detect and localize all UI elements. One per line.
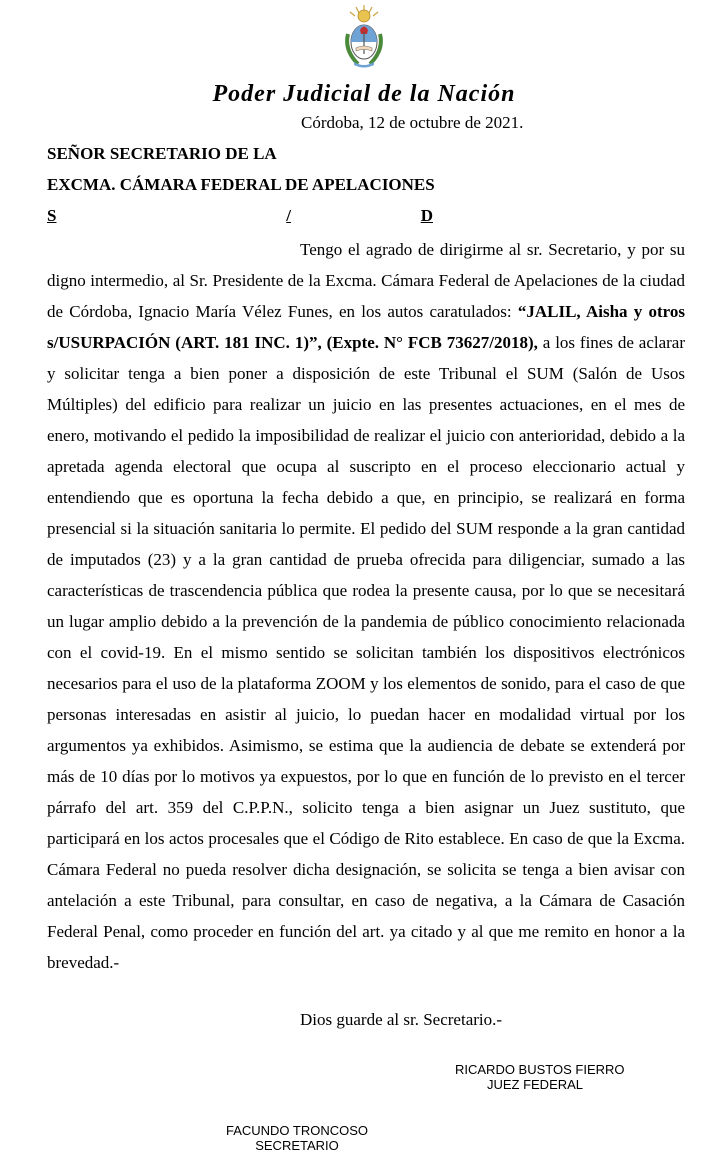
signature-name: FACUNDO TRONCOSO	[225, 1123, 369, 1138]
signature-role: JUEZ FEDERAL	[486, 1077, 584, 1092]
addressee-line-1: SEÑOR SECRETARIO DE LA	[47, 144, 277, 163]
signature-secretary	[222, 1123, 372, 1153]
signature-judge	[455, 1062, 625, 1092]
page-heading: Poder Judicial de la Nación	[212, 81, 516, 107]
closing-line: Dios guarde al sr. Secretario.-	[300, 1010, 503, 1029]
slash-mark: /	[286, 206, 291, 225]
addressee-line-2: EXCMA. CÁMARA FEDERAL DE APELACIONES	[47, 175, 435, 194]
addressee-sd-line	[47, 206, 433, 226]
s-mark: S	[47, 206, 57, 225]
letter-body	[47, 234, 685, 978]
d-mark: D	[420, 206, 433, 225]
body-part-2: a los fines de aclarar y solicitar tenga a bien poner a disposición de este Tribunal el SUM (Salón de Usos Múltiples) del edificio para realizar un juicio en las presentes actuaciones, en el mes de enero, motivando el pedido la imposibilidad de realizar el juicio con anterioridad, debido a la apretada agenda electoral que ocupa al suscripto en el proceso eleccionario actual y entendiendo que es oportuna la fecha debido a que, en principio, se realizará en forma presencial si la situación sanitaria lo permite. El pedido del SUM responde a la gran cantidad de imputados (23) y a la gran cantidad de prueba ofrecida para diligenciar, sumado a las características de trascendencia pública que rodea la presente causa, por lo que se necesitará un lugar amplio debido a la prevención de la pandemia de público conocimiento relacionada con el covid-19. En el mismo sentido se solicitan también los dispositivos electrónicos necesarios para el uso de la plataforma ZOOM y los elementos de sonido, para el caso de que personas interesadas en asistir al juicio, lo puedan hacer en modalidad virtual por los argumentos ya exhibidos. Asimismo, se estima que la audiencia de debate se extenderá por más de 10 días por lo motivos ya expuestos, por lo que en función de lo previsto en el tercer párrafo del art. 359 del C.P.P.N., solicito tenga a bien asignar un Juez sustituto, que participará en los actos procesales que el Código de Rito establece. En caso de que la Excma. Cámara Federal no pueda resolver dicha designación, se solicita se tenga a bien avisar con antelación a este Tribunal, para consultar, en caso de negativa, a la Cámara de Casación Federal Penal, como proceder en función del art. ya citado y al que me remito en honor a la brevedad.-	[47, 333, 686, 972]
signature-name: RICARDO BUSTOS FIERRO	[455, 1062, 625, 1077]
body-part-1: Tengo el agrado de dirigirme al sr. Secretario, y por su digno intermedio, al Sr. Presidente de la Excma. Cámara Federal de Apelaciones de la ciudad de Córdoba, Ignacio María Vélez Funes, en los autos caratulados:	[47, 240, 685, 321]
coat-of-arms-icon	[342, 4, 386, 70]
case-title: “JALIL, Aisha y otros s/USURPACIÓN (ART. 181 INC. 1)”, (Expte. N° FCB 73627/2018),	[47, 302, 686, 352]
letter-date: Córdoba, 12 de octubre de 2021.	[301, 113, 524, 132]
signature-role: SECRETARIO	[255, 1138, 339, 1153]
